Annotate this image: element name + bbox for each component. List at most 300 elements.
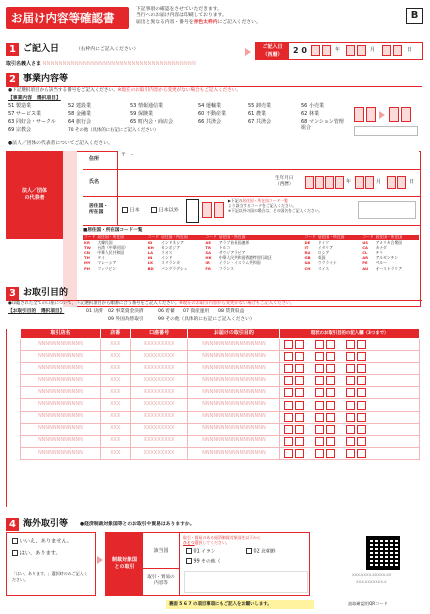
purpose-row xyxy=(21,363,420,375)
registered-purpose: NNNNNNNNNNNNNNNNN xyxy=(188,339,280,351)
outside-note-2: 居住国・所在国コード一覧 xyxy=(242,198,288,203)
country-code: TR xyxy=(205,244,211,250)
arrow-icon xyxy=(245,48,251,56)
hdr-code: コード xyxy=(304,234,316,240)
purpose-digit-input[interactable] xyxy=(326,376,335,385)
country-name: ドイツ xyxy=(317,239,330,245)
sanction-header xyxy=(106,533,143,595)
country-code: HK xyxy=(205,255,212,261)
intro-line-3-text: 届出と異なる内容・番号を xyxy=(136,19,194,25)
purpose-08: 08 賃貸収益 xyxy=(218,309,245,314)
arrow-icon xyxy=(97,556,103,564)
country-code: UA xyxy=(304,260,311,266)
trade-label-1: 取引・貿易の xyxy=(147,575,175,580)
purpose-digit-input[interactable] xyxy=(346,340,355,349)
purpose-digit-input[interactable] xyxy=(295,401,304,410)
birth-date-field xyxy=(305,176,419,190)
sanction-box xyxy=(105,532,310,596)
col-store: 取引店名 xyxy=(21,329,101,339)
current-purpose-cell xyxy=(280,411,420,423)
purpose-digit-input[interactable] xyxy=(346,425,355,434)
category-51: 51 製造業 xyxy=(8,103,31,109)
registered-purpose: NNNNNNNNNNNNNNNNN xyxy=(188,435,280,447)
account-number: XXXXXXXXX xyxy=(130,411,188,423)
page-title: お届け内容等確認書 xyxy=(6,7,129,29)
country-code: FR xyxy=(205,265,211,271)
col-branch: 店番 xyxy=(100,329,130,339)
purpose-digit-input[interactable] xyxy=(346,352,355,361)
country-name: ラオス xyxy=(161,249,173,255)
category-digit-1[interactable] xyxy=(354,107,364,122)
no-checkbox[interactable] xyxy=(12,538,18,544)
country-row xyxy=(83,266,419,271)
registered-purpose: NNNNNNNNNNNNNNNNN xyxy=(188,387,280,399)
purpose-digit-input[interactable] xyxy=(284,364,293,373)
section4-number: 4 xyxy=(6,518,19,531)
sanction-label-2: との取引 xyxy=(114,564,135,570)
current-purpose-cell xyxy=(280,351,420,363)
category-64: 64 旅行会 xyxy=(68,119,91,125)
purpose-digit-input[interactable] xyxy=(346,449,355,458)
purpose-digit-input[interactable] xyxy=(284,449,293,458)
category-61: 61 農業 xyxy=(248,111,266,117)
purpose-digit-input[interactable] xyxy=(315,437,324,446)
country-code: US xyxy=(362,239,369,245)
category-53: 53 情報通信業 xyxy=(130,103,163,109)
address-label: 住所 xyxy=(89,156,100,162)
purpose-digit-input[interactable] xyxy=(295,425,304,434)
month-digit-2[interactable] xyxy=(357,45,366,56)
birth-day-unit: 日 xyxy=(409,179,415,185)
registered-purpose: NNNNNNNNNNNNNNNNN xyxy=(188,411,280,423)
purpose-digit-input[interactable] xyxy=(295,413,304,422)
country-name: ペルー xyxy=(375,260,387,266)
country-name: イラン・イスラム共和国 xyxy=(218,260,261,266)
country-name: 英国 xyxy=(317,255,326,261)
account-number: XXXXXXXXX xyxy=(130,339,188,351)
country-instruction xyxy=(183,535,308,546)
qr-code-label: XXX-XXXX-XXXXX-XX xyxy=(352,572,392,577)
country-code-table xyxy=(83,235,419,271)
purpose-row xyxy=(21,351,420,363)
purpose-digit-input[interactable] xyxy=(357,352,366,361)
birth-label xyxy=(275,176,305,187)
year-digit-1[interactable] xyxy=(311,45,320,56)
col-registered-purpose: お届けの取引目的 xyxy=(188,329,280,339)
purpose-digit-input[interactable] xyxy=(346,401,355,410)
section3-side-line xyxy=(6,329,20,507)
country-label: 該当国 xyxy=(143,533,180,569)
purpose-digit-input[interactable] xyxy=(284,425,293,434)
hdr-country: 居住国・所在国 xyxy=(218,235,304,240)
purpose-digit-input[interactable] xyxy=(326,437,335,446)
current-purpose-cell xyxy=(280,375,420,387)
purpose-row xyxy=(21,423,420,435)
birth-month-unit: 月 xyxy=(376,179,382,185)
hdr-country: 居住国・所在国 xyxy=(317,235,361,240)
hdr-code: コード xyxy=(84,234,96,240)
birth-label-2: （西暦） xyxy=(275,181,294,187)
account-number: XXXXXXXXX xyxy=(130,375,188,387)
form-type-badge: B xyxy=(406,8,423,24)
section3-instruction xyxy=(8,302,294,307)
category-57: 57 サービス業 xyxy=(8,111,41,117)
country-instruction-3: 選択してください。 xyxy=(194,540,230,546)
country-code: AU xyxy=(362,265,369,271)
other-checkbox[interactable] xyxy=(186,558,192,564)
category-67: 67 共済会 xyxy=(248,119,271,125)
trade-content-field[interactable] xyxy=(184,571,308,593)
branch-number: XXX xyxy=(100,363,130,375)
purpose-digit-input[interactable] xyxy=(284,413,293,422)
category-52: 52 建設業 xyxy=(68,103,91,109)
branch-number: XXX xyxy=(100,435,130,447)
registered-purpose: NNNNNNNNNNNNNNNNN xyxy=(188,363,280,375)
category-digit-3[interactable] xyxy=(389,107,399,122)
purpose-digit-input[interactable] xyxy=(326,413,335,422)
country-code: BD xyxy=(147,265,154,271)
branch-number: XXX xyxy=(100,399,130,411)
no-option-label: いいえ、ありません。 xyxy=(19,538,73,545)
residence-label-1: 居住国・ xyxy=(89,204,109,209)
purpose-digit-input[interactable] xyxy=(315,340,324,349)
purpose-rows xyxy=(21,339,420,460)
purpose-07: 07 資産運用 xyxy=(183,309,210,314)
rep-name-label: 氏名 xyxy=(89,179,100,185)
country-code: MY xyxy=(84,260,91,266)
purpose-digit-input[interactable] xyxy=(357,437,366,446)
birth-month-2[interactable] xyxy=(365,176,374,189)
country-name: バングラデシュ xyxy=(161,265,188,271)
section2-title: 事業内容等 xyxy=(23,74,69,84)
name-row xyxy=(83,170,421,197)
intro-highlight: 赤色太枠内 xyxy=(193,19,218,25)
country-name: アルゼンチン xyxy=(375,255,399,261)
purpose-06: 06 貯蓄 xyxy=(158,309,175,314)
purpose-digit-input[interactable] xyxy=(315,376,324,385)
year-prefix: 2 0 xyxy=(293,46,307,55)
address-field[interactable] xyxy=(117,151,419,169)
country-name: 台湾（中華民国） xyxy=(97,244,128,250)
country-code: IN xyxy=(147,255,153,261)
birth-year-unit: 年 xyxy=(346,179,352,185)
category-68: 68 マンション管理組合 xyxy=(301,119,344,131)
purpose-row xyxy=(21,435,420,447)
birth-label-1: 生年月日 xyxy=(275,176,294,181)
residence-label xyxy=(89,204,108,216)
country-name: 中華人民共和国 xyxy=(97,249,124,255)
purpose-digit-input[interactable] xyxy=(315,388,324,397)
store-name: NNNNNNNNNNNN xyxy=(21,387,101,399)
country-code: AR xyxy=(362,255,369,261)
account-number: XXXXXXXXX xyxy=(130,363,188,375)
purpose-digit-input[interactable] xyxy=(295,449,304,458)
country-code: LA xyxy=(147,249,154,255)
section3-title: お取引目的 xyxy=(23,288,69,298)
current-purpose-cell xyxy=(280,339,420,351)
current-purpose-cell xyxy=(280,423,420,435)
section4-title: 海外取引等 xyxy=(23,519,69,529)
outside-checkbox[interactable] xyxy=(151,207,157,213)
purpose-digit-input[interactable] xyxy=(326,352,335,361)
outside-option[interactable] xyxy=(151,207,179,214)
purpose-digit-input[interactable] xyxy=(315,364,324,373)
branch-number: XXX xyxy=(100,387,130,399)
purpose-digit-input[interactable] xyxy=(357,425,366,434)
country-name: チリ xyxy=(375,249,384,255)
yes-checkbox[interactable] xyxy=(12,550,18,556)
birth-day-1[interactable] xyxy=(387,176,396,189)
country-code: PE xyxy=(362,260,368,266)
purpose-digit-input[interactable] xyxy=(295,340,304,349)
purpose-digit-input[interactable] xyxy=(326,364,335,373)
account-number: XXXXXXXXX xyxy=(130,351,188,363)
purpose-digit-input[interactable] xyxy=(326,425,335,434)
col-account: 口座番号 xyxy=(130,329,188,339)
birth-year-3[interactable] xyxy=(325,176,334,189)
section2-instruction-text: ●下記選択項目から該当する番号をご記入ください。 xyxy=(8,88,118,93)
country-code: CA xyxy=(362,244,368,250)
purpose-digit-input[interactable] xyxy=(295,376,304,385)
category-54: 54 運輸業 xyxy=(198,103,221,109)
purpose-digit-input[interactable] xyxy=(284,401,293,410)
category-55: 55 卸売業 xyxy=(248,103,271,109)
rep-instruction: ●法人／団体の代表者についてご記入ください。 xyxy=(8,141,113,146)
code-list-title: ■居住国・所在国コード一覧 xyxy=(83,228,143,233)
iran-label: 01 イラン xyxy=(193,549,216,555)
hdr-code: コード xyxy=(362,234,374,240)
col-current-purpose: 現状のお取引目的の記入欄（3つまで） xyxy=(280,329,420,339)
rep-header-cell xyxy=(6,151,63,239)
purpose-digit-input[interactable] xyxy=(357,401,366,410)
purpose-01: 01 決済 xyxy=(86,309,103,314)
purpose-digit-input[interactable] xyxy=(295,352,304,361)
country-code: IT xyxy=(304,244,309,250)
intro-line-2: 当行へのお届け内容は印刷しております。 xyxy=(136,13,227,19)
country-name: サウジアラビア xyxy=(218,249,246,255)
hdr-code: コード xyxy=(147,234,160,240)
purpose-digit-input[interactable] xyxy=(346,376,355,385)
section1-note: （右枠内にご記入ください） xyxy=(76,47,139,52)
country-instruction-line2 xyxy=(183,540,308,545)
nk-option[interactable] xyxy=(246,548,276,555)
rep-label-1: 法人／団体 xyxy=(21,187,47,194)
country-code: KR xyxy=(84,239,90,245)
country-code-1[interactable] xyxy=(202,202,212,218)
purpose-digit-input[interactable] xyxy=(295,388,304,397)
category-list xyxy=(8,104,348,138)
registered-purpose: NNNNNNNNNNNNNNNNN xyxy=(188,423,280,435)
section2-number: 2 xyxy=(6,73,19,86)
category-63: 63 同好会・サークル xyxy=(8,119,56,125)
purpose-digit-input[interactable] xyxy=(357,413,366,422)
purpose-digit-input[interactable] xyxy=(357,364,366,373)
registered-purpose: NNNNNNNNNNNNNNNNN xyxy=(188,375,280,387)
section3-instruction-red: ※現在のお取引内容から変更がない場合もご記入ください。 xyxy=(179,301,295,306)
sanction-label-1: 制裁対象国 xyxy=(111,557,137,563)
month-unit: 月 xyxy=(370,47,376,53)
purpose-digit-input[interactable] xyxy=(284,437,293,446)
country-name: アメリカ合衆国 xyxy=(375,239,402,245)
country-code: ID xyxy=(147,239,153,245)
country-code: AE xyxy=(205,239,211,245)
category-input-group xyxy=(354,107,420,137)
purpose-table-header xyxy=(21,329,420,339)
trade-label-2: 内容等 xyxy=(154,581,168,587)
purpose-digit-input[interactable] xyxy=(315,449,324,458)
current-purpose-cell xyxy=(280,435,420,447)
iran-option[interactable] xyxy=(186,548,216,555)
purpose-digit-input[interactable] xyxy=(284,388,293,397)
residence-row xyxy=(83,197,421,226)
purpose-digit-input[interactable] xyxy=(357,449,366,458)
category-60: 60 不動産業 xyxy=(198,111,226,117)
category-digit-4[interactable] xyxy=(401,107,411,122)
country-code: TW xyxy=(84,244,91,250)
country-code: GB xyxy=(304,255,311,261)
account-number: XXXXXXXXX xyxy=(130,435,188,447)
qr-code xyxy=(366,536,400,570)
japan-checkbox[interactable] xyxy=(122,207,128,213)
purpose-row xyxy=(21,387,420,399)
country-name: フィリピン xyxy=(97,265,117,271)
country-name: スイス xyxy=(317,265,330,271)
country-instruction-1: 取引・貿易のある経済制裁対象国を以下から xyxy=(183,535,261,540)
country-name: オーストラリア xyxy=(375,265,402,271)
purpose-09: 09 外国為替取引 xyxy=(108,317,144,322)
country-name: カンボジア xyxy=(161,244,181,250)
other-option[interactable] xyxy=(186,558,220,565)
outside-note-4: ※下記以外の国の場合は、その国名をご記入ください。 xyxy=(228,207,323,213)
purpose-digit-input[interactable] xyxy=(357,388,366,397)
month-digit-1[interactable] xyxy=(346,45,355,56)
year-digit-2[interactable] xyxy=(322,45,331,56)
category-59: 59 保険業 xyxy=(130,111,153,117)
purpose-digit-input[interactable] xyxy=(357,376,366,385)
current-purpose-cell xyxy=(280,363,420,375)
store-name: NNNNNNNNNNNN xyxy=(21,399,101,411)
purpose-digit-input[interactable] xyxy=(346,364,355,373)
country-code: RU xyxy=(304,249,311,255)
yes-note: 「はい、あります。」選択時のみご記入ください。 xyxy=(12,571,88,582)
purpose-02: 02 事業資金決済 xyxy=(108,309,144,314)
outside-label: 日本以外 xyxy=(158,207,179,214)
purpose-digit-input[interactable] xyxy=(315,425,324,434)
outside-country-name-field[interactable] xyxy=(358,201,416,219)
date-label-1: ご記入日 xyxy=(262,44,283,50)
hdr-country: 居住国・所在国 xyxy=(96,235,146,240)
purpose-digit-input[interactable] xyxy=(315,401,324,410)
purpose-digit-input[interactable] xyxy=(346,413,355,422)
account-number: XXXXXXXXX xyxy=(130,387,188,399)
day-digit-2[interactable] xyxy=(393,45,402,56)
outside-note xyxy=(228,199,368,214)
country-name: インド xyxy=(161,255,173,261)
yes-option[interactable] xyxy=(12,550,61,557)
date-label xyxy=(256,43,289,59)
birth-year-1[interactable] xyxy=(305,176,314,189)
arrow-icon xyxy=(379,111,385,119)
category-70: 70 その他（具体的に右記にご記入ください） xyxy=(68,128,159,133)
qr-number: XXX-XXXXXXX-X xyxy=(356,579,387,584)
store-name: NNNNNNNNNNNN xyxy=(21,423,101,435)
store-name: NNNNNNNNNNNN xyxy=(21,435,101,447)
purpose-digit-input[interactable] xyxy=(284,352,293,361)
purpose-row xyxy=(21,447,420,459)
birth-year-4[interactable] xyxy=(335,176,344,189)
country-name: インドネシア xyxy=(161,239,184,245)
section4-instruction: ●経済制裁対象国等とのお取引や貿易はありますか。 xyxy=(80,522,195,527)
country-name: カナダ xyxy=(375,244,387,250)
purpose-digit-input[interactable] xyxy=(284,340,293,349)
purpose-digit-input[interactable] xyxy=(315,413,324,422)
country-name: ウクライナ xyxy=(317,260,337,266)
outside-bracket xyxy=(186,199,199,223)
account-number: XXXXXXXXX xyxy=(130,447,188,459)
country-code-2[interactable] xyxy=(214,202,224,218)
purpose-digit-input[interactable] xyxy=(346,388,355,397)
category-digit-2[interactable] xyxy=(366,107,376,122)
japan-option[interactable] xyxy=(122,207,140,214)
birth-month-1[interactable] xyxy=(355,176,364,189)
purpose-digit-input[interactable] xyxy=(326,401,335,410)
purpose-digit-input[interactable] xyxy=(326,388,335,397)
day-digit-1[interactable] xyxy=(382,45,391,56)
address-value: 〒 - xyxy=(121,152,133,158)
birth-day-2[interactable] xyxy=(397,176,406,189)
no-option[interactable] xyxy=(12,538,72,545)
purpose-digit-input[interactable] xyxy=(315,352,324,361)
account-number: XXXXXXXXX xyxy=(130,399,188,411)
branch-number: XXX xyxy=(100,411,130,423)
purpose-digit-input[interactable] xyxy=(295,437,304,446)
purpose-digit-input[interactable] xyxy=(326,449,335,458)
purpose-digit-input[interactable] xyxy=(346,437,355,446)
birth-year-2[interactable] xyxy=(315,176,324,189)
store-name: NNNNNNNNNNNN xyxy=(21,363,101,375)
category-62: 62 林業 xyxy=(301,111,319,117)
purpose-digit-input[interactable] xyxy=(326,340,335,349)
category-other-field[interactable] xyxy=(354,126,418,136)
country-rows xyxy=(83,240,419,271)
branch-number: XXX xyxy=(100,447,130,459)
country-code: KH xyxy=(147,244,154,250)
account-holder-row xyxy=(6,62,422,70)
purpose-digit-input[interactable] xyxy=(284,376,293,385)
country-name: アラブ首長国連邦 xyxy=(218,239,250,245)
residence-field xyxy=(117,197,419,225)
current-purpose-cell xyxy=(280,387,420,399)
purpose-options xyxy=(8,309,328,327)
outside-note-3: より該当するコードをご記入ください。 xyxy=(228,202,297,208)
branch-number: XXX xyxy=(100,423,130,435)
overseas-answer-box xyxy=(6,532,96,596)
country-name: イタリア xyxy=(317,244,334,250)
store-name: NNNNNNNNNNNN xyxy=(21,351,101,363)
year-unit: 年 xyxy=(335,47,341,53)
intro-text xyxy=(136,7,376,26)
trade-label xyxy=(143,569,180,595)
country-name: マレーシア xyxy=(97,260,117,266)
iran-checkbox[interactable] xyxy=(186,548,192,554)
nk-checkbox[interactable] xyxy=(246,548,252,554)
rep-name-field[interactable] xyxy=(117,170,271,196)
purpose-digit-input[interactable] xyxy=(295,364,304,373)
country-name: ロシア xyxy=(317,249,330,255)
purpose-row xyxy=(21,399,420,411)
purpose-digit-input[interactable] xyxy=(357,340,366,349)
country-code: DE xyxy=(304,239,311,245)
